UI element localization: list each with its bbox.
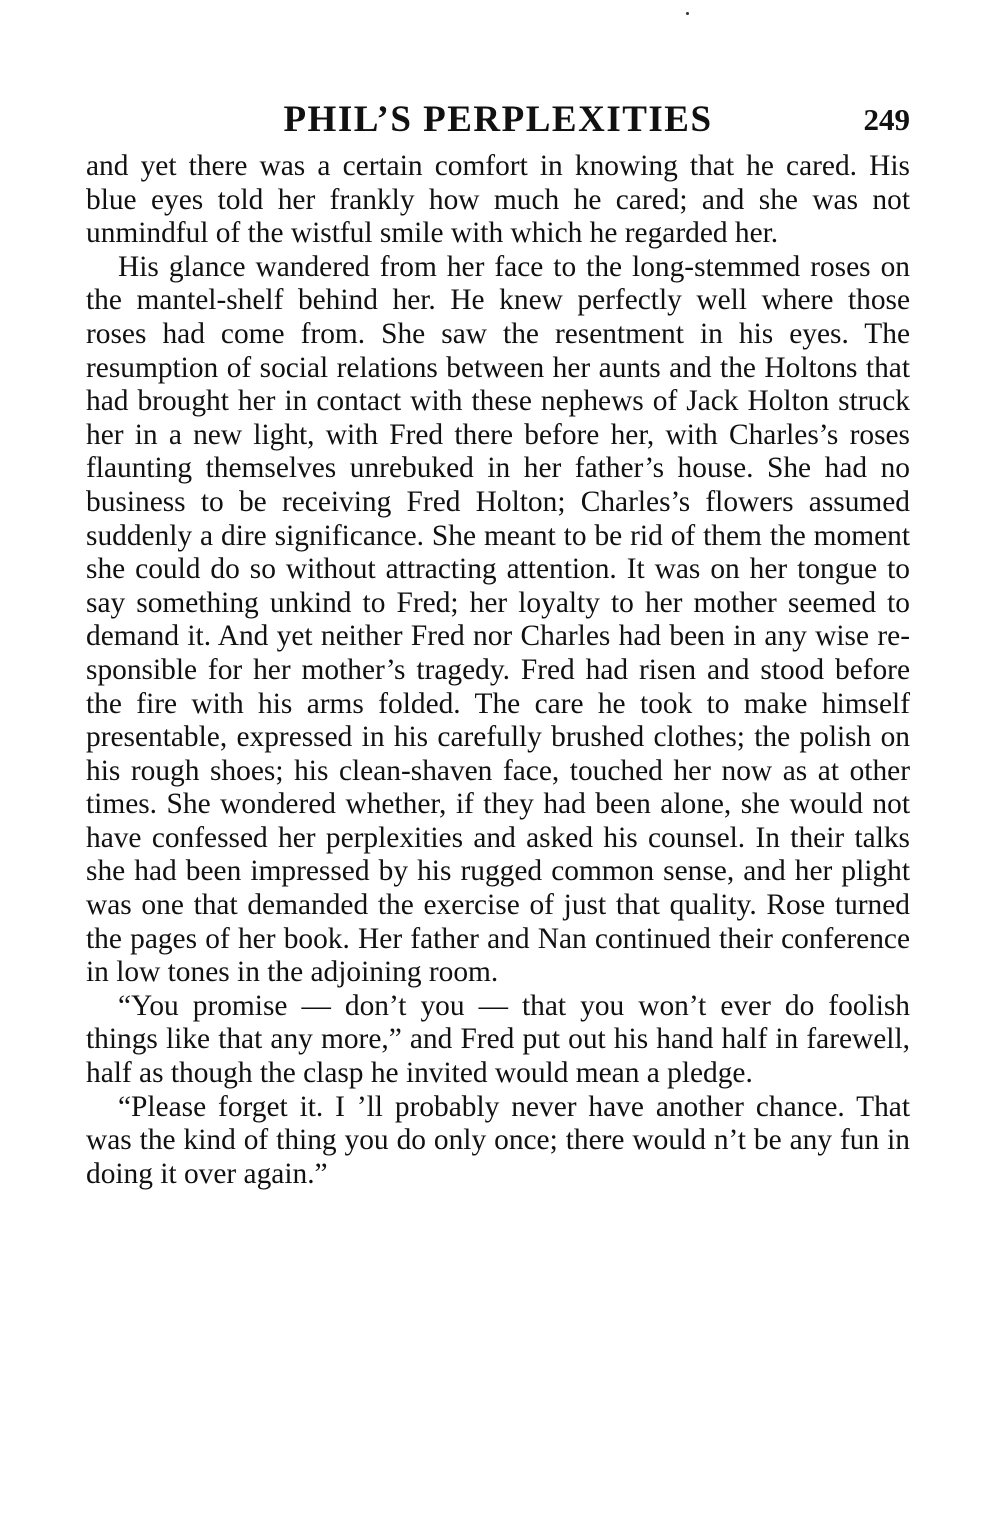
paragraph-3: “You promise — don’t you — that you won’t ever do foolish things like that any more,” and Fred put out his hand half in farewell, half as though the clasp he invited would mean a pledge. xyxy=(86,989,910,1090)
page-number: 249 xyxy=(863,102,910,137)
running-title: PHIL’S PERPLEXITIES xyxy=(283,99,713,140)
body-text xyxy=(86,150,910,1191)
paragraph-4: “Please forget it. I ’ll probably never have another chance. That was the kind of thing you do only once; there would n’t be any fun in doing it over again.” xyxy=(86,1090,910,1190)
paragraph-1: and yet there was a certain comfort in knowing that he cared. His blue eyes told her frankly how much he cared; and she was not unmindful of the wistful smile with which he regarded her. xyxy=(86,150,910,250)
page-header xyxy=(86,98,910,150)
paragraph-2: His glance wandered from her face to the long-stemmed roses on the mantel-shelf behind her. He knew perfectly well where those roses had come from. She saw the resentment in his eyes. The resumption of social relations between her aunts and the Holtons that had brought her in contact with these nephews of Jack Holton struck her in a new light, with Fred there before her, with Charles’s roses flaunting themselves unrebuked in her father’s house. She had no business to be receiving Fred Holton; Charles’s flowers assumed suddenly a dire significance. She meant to be rid of them the moment she could do so without attracting attention. It was on her tongue to say something unkind to Fred; her loyalty to her mother seemed to demand it. And yet neither Fred nor Charles had been in any wise responsible for her mother’s tragedy. Fred had risen and stood before the fire with his arms folded. The care he took to make himself presentable, expressed in his carefully brushed clothes; the polish on his rough shoes; his clean-shaven face, touched her now as at other times. She wondered whether, if they had been alone, she would not have confessed her perplexities and asked his counsel. In their talks she had been impressed by his rugged common sense, and her plight was one that demanded the exercise of just that quality. Rose turned the pages of her book. Her father and Nan continued their conference in low tones in the adjoining room. xyxy=(86,250,910,989)
book-page xyxy=(86,98,910,1191)
speck xyxy=(686,12,689,15)
